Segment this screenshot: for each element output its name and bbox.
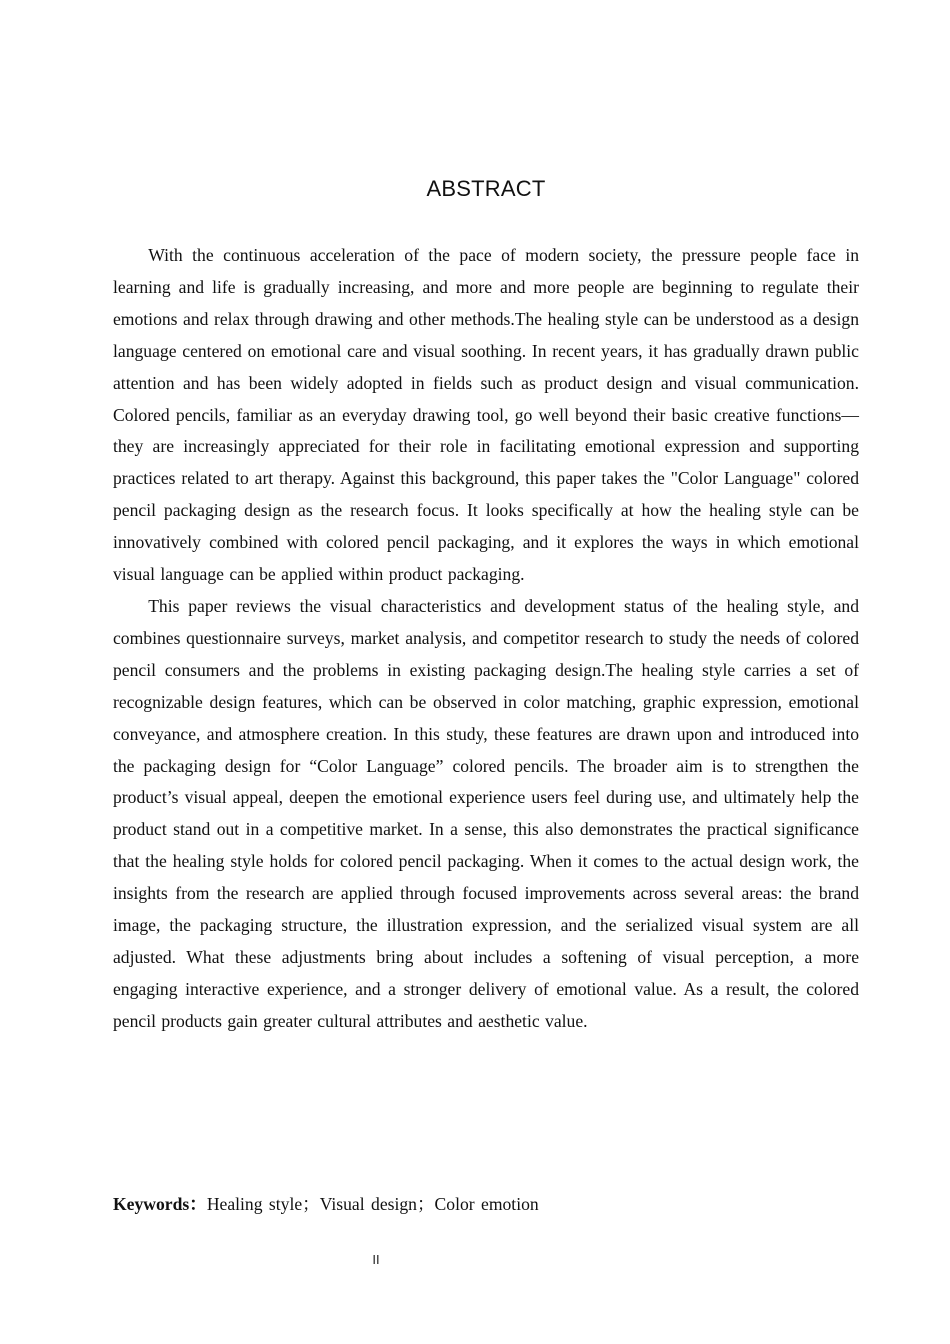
abstract-paragraph-1: With the continuous acceleration of the pace of modern society, the pressure people face in learning and life is gradually increasing, and more and more people are beginning to regulate their emotions and relax through drawing and other methods.The healing style can be understood as a design language centered on emotional care and visual soothing. In recent years, it has gradually drawn public attention and has been widely adopted in fields such as product design and visual communication. Colored pencils, familiar as an everyday drawing tool, go well beyond their basic creative functions— they are increasingly appreciated for their role in facilitating emotional expression and supporting practices related to art therapy. Against this background, this paper takes the "Color Language" colored pencil packaging design as the research focus. It looks specifically at how the healing style can be innovatively combined with colored pencil packaging, and it explores the ways in which emotional visual language can be applied within product packaging. [113, 245, 859, 585]
page-number: II [372, 1252, 380, 1267]
abstract-paragraph-2: This paper reviews the visual characteristics and development status of the healing style, and combines questionnaire surveys, market analysis, and competitor research to study the needs of colored pencil consumers and the problems in existing packaging design.The healing style carries a set of recognizable design features, which can be observed in color matching, graphic expression, emotional conveyance, and atmosphere creation. In this study, these features are drawn upon and introduced into the packaging design for “Color Language” colored pencils. The broader aim is to strengthen the product’s visual appeal, deepen the emotional experience users feel during use, and ultimately help the product stand out in a competitive market. In a sense, this also demonstrates the practical significance that the healing style holds for colored pencil packaging. When it comes to the actual design work, the insights from the research are applied through focused improvements across several areas: the brand image, the packaging structure, the illustration expression, and the serialized visual system are all adjusted. What these adjustments bring about includes a softening of visual perception, a more engaging interactive experience, and a stronger delivery of emotional value. As a result, the colored pencil products gain greater cultural attributes and aesthetic value. [113, 595, 859, 1031]
keywords-line [113, 1189, 859, 1220]
keywords-label: Keywords： [113, 1194, 207, 1214]
page-title: ABSTRACT [426, 176, 546, 201]
abstract-body [113, 240, 859, 1038]
keywords-text: Healing style；Visual design；Color emotion [206, 1194, 539, 1214]
